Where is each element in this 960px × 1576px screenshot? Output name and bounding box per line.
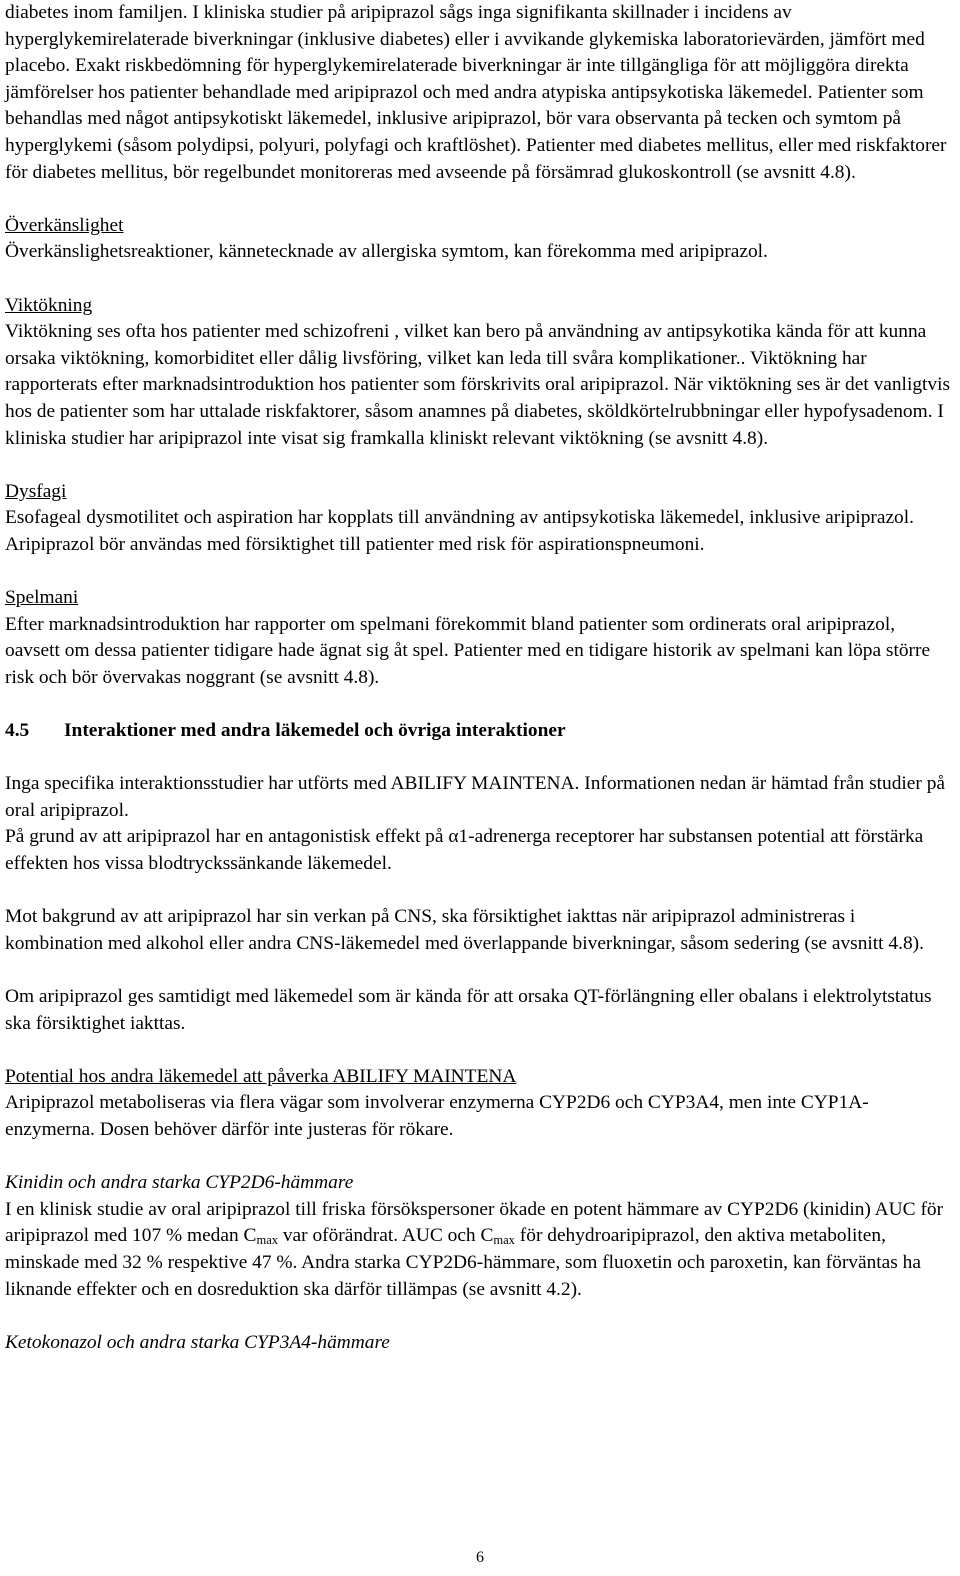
- section-title: Interaktioner med andra läkemedel och övriga interaktioner: [64, 720, 566, 742]
- paragraph-potential: Aripiprazol metaboliseras via flera vägar som involverar enzymerna CYP2D6 och CYP3A4, men inte CYP1A-enzymerna. Dosen behöver därför inte justeras för rökare.: [5, 1092, 869, 1140]
- paragraph-kinidin: [5, 1197, 953, 1303]
- heading-dysfagi: Dysfagi: [5, 480, 67, 502]
- heading-overkanslighet: Överkänslighet: [5, 214, 124, 236]
- kinidin-text-2: var oförändrat. AUC och C: [278, 1225, 494, 1247]
- paragraph-spelmani: Efter marknadsintroduktion har rapporter om spelmani förekommit bland patienter som ordinerats oral aripiprazol, oavsett om dessa patienter tidigare hade ägnat sig åt spel. Patienter med en tidigare historik av spelmani kan löpa större risk och bör övervakas noggrant (se avsnitt 4.8).: [5, 613, 931, 688]
- heading-ketokonazol: Ketokonazol och andra starka CYP3A4-hämmare: [5, 1331, 390, 1353]
- paragraph-cns: Mot bakgrund av att aripiprazol har sin verkan på CNS, ska försiktighet iakttas när aripiprazol administreras i kombination med alkohol eller andra CNS-läkemedel med överlappande biverkningar, såsom sedering (se avsnitt 4.8).: [5, 906, 924, 954]
- page-number: 6: [476, 1549, 484, 1566]
- section-heading: [5, 718, 953, 745]
- paragraph-dysfagi: Esofageal dysmotilitet och aspiration har kopplats till användning av antipsykotiska läkemedel, inklusive aripiprazol. Aripiprazol bör användas med försiktighet till patienter med risk för aspirationspneumoni.: [5, 507, 914, 555]
- cmax-subscript: max: [256, 1233, 278, 1248]
- document-page: [5, 0, 953, 1356]
- heading-potential: Potential hos andra läkemedel att påverka ABILIFY MAINTENA: [5, 1065, 517, 1087]
- paragraph-diabetes: diabetes inom familjen. I kliniska studier på aripiprazol sågs inga signifikanta skillnader i incidens av hyperglykemirelaterade biverkningar (inklusive diabetes) eller i avvikande glykemiska laboratorievärden, jämfört med placebo. Exakt riskbedömning för hyperglykemirelaterade biverkningar är inte tillgängliga för att möjliggöra direkta jämförelser hos patienter behandlade med aripiprazol och med andra atypiska antipsykotiska läkemedel. Patienter som behandlas med något antipsykotiskt läkemedel, inklusive aripiprazol, bör vara observanta på tecken och symtom på hyperglykemi (såsom polydipsi, polyuri, polyfagi och kraftlöshet). Patienter med diabetes mellitus, eller med riskfaktorer för diabetes mellitus, bör regelbundet monitoreras med avseende på försämrad glukoskontroll (se avsnitt 4.8).: [5, 2, 947, 183]
- paragraph-inga-studier: Inga specifika interaktionsstudier har utförts med ABILIFY MAINTENA. Informationen nedan är hämtad från studier på oral aripiprazol.: [5, 773, 945, 821]
- paragraph-qt: Om aripiprazol ges samtidigt med läkemedel som är kända för att orsaka QT-förlängning eller obalans i elektrolytstatus ska försiktighet iakttas.: [5, 985, 932, 1034]
- heading-spelmani: Spelmani: [5, 587, 79, 609]
- paragraph-alfa-receptorer: På grund av att aripiprazol har en antagonistisk effekt på α1-adrenerga receptorer har substansen potential att förstärka effekten hos vissa blodtryckssänkande läkemedel.: [5, 826, 924, 874]
- heading-kinidin: Kinidin och andra starka CYP2D6-hämmare: [5, 1172, 354, 1194]
- cmax-subscript: max: [493, 1233, 515, 1248]
- kinidin-text-3: för dehydroaripiprazol, den aktiva metaboliten, minskade med 32 % respektive 47 %. Andra starka CYP2D6-hämmare, som fluoxetin och paroxetin, kan förväntas ha liknande effekter och en dosreduktion ska därför tillämpas (se avsnitt 4.2).: [5, 1225, 921, 1300]
- kinidin-text-1: I en klinisk studie av oral aripiprazol till friska försökspersoner ökade en potent hämmare av CYP2D6 (kinidin) AUC för aripiprazol med 107 % medan C: [5, 1198, 944, 1247]
- paragraph-viktokning: Viktökning ses ofta hos patienter med schizofreni , vilket kan bero på användning av antipsykotika kända för att kunna orsaka viktökning, komorbiditet eller dålig livsföring, vilket kan leda till svåra komplikationer.. Viktökning har rapporterats efter marknadsintroduktion hos patienter som förskrivits oral aripiprazol. När viktökning ses är det vanligtvis hos de patienter som har uttalade riskfaktorer, såsom anamnes på diabetes, sköldkörtelrubbningar eller hypofysadenom. I kliniska studier har aripiprazol inte visat sig framkalla kliniskt relevant viktökning (se avsnitt 4.8).: [5, 321, 951, 449]
- section-number: 4.5: [5, 720, 30, 742]
- paragraph-overkanslighet: Överkänslighetsreaktioner, kännetecknade av allergiska symtom, kan förekomma med aripiprazol.: [5, 241, 768, 263]
- heading-viktokning: Viktökning: [5, 294, 93, 316]
